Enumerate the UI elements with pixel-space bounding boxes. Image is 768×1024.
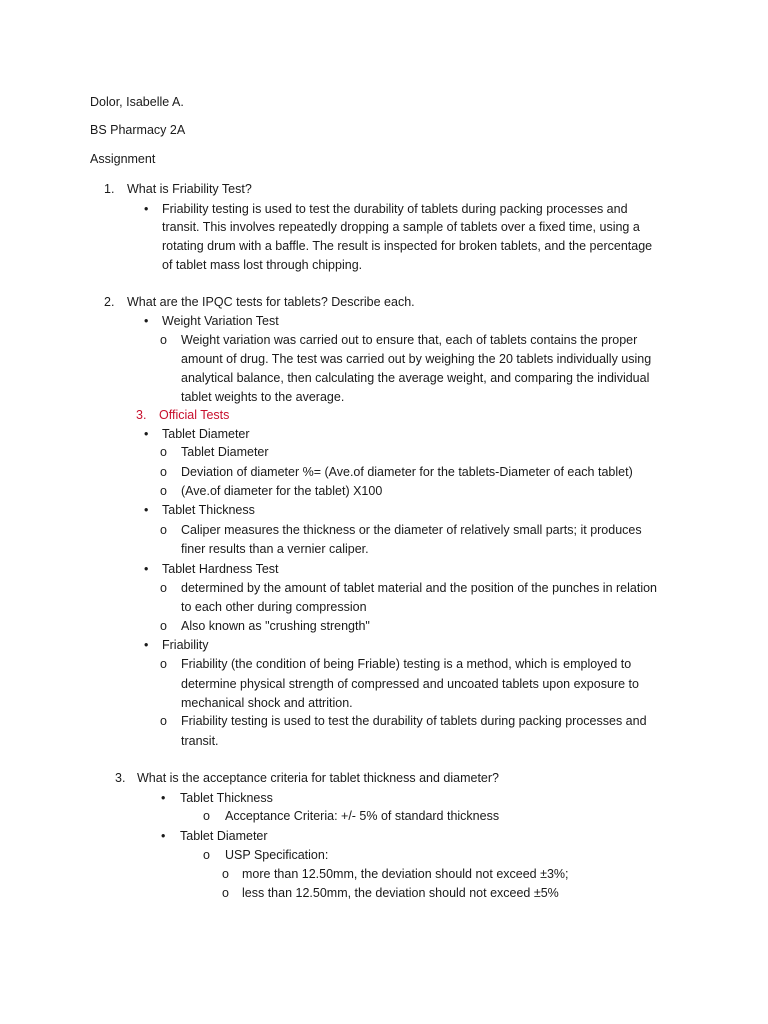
circle-marker: o (160, 657, 167, 671)
circle-marker: o (160, 484, 167, 498)
bullet-marker: • (144, 638, 149, 652)
q1-answer-line: Friability testing is used to test the durability of tablets during packing processes and (162, 202, 628, 216)
tablet-diameter-item: (Ave.of diameter for the tablet) X100 (181, 484, 383, 498)
official-tests-number: 3. (136, 408, 147, 422)
circle-marker: o (160, 333, 167, 347)
circle-marker: o (160, 465, 167, 479)
hardness-title: Tablet Hardness Test (162, 562, 279, 576)
bullet-marker: • (144, 314, 149, 328)
circle-marker: o (222, 867, 229, 881)
course-section: BS Pharmacy 2A (90, 123, 186, 137)
official-tests-heading: Official Tests (159, 408, 230, 422)
bullet-marker: • (161, 829, 166, 843)
document-title: Assignment (90, 152, 156, 166)
q1-number: 1. (104, 182, 115, 196)
bullet-marker: • (144, 562, 149, 576)
author-name: Dolor, Isabelle A. (90, 95, 184, 109)
circle-marker: o (160, 523, 167, 537)
weight-variation-title: Weight Variation Test (162, 314, 279, 328)
q2-question: What are the IPQC tests for tablets? Describe each. (127, 295, 415, 309)
q1-question: What is Friability Test? (127, 182, 252, 196)
circle-marker: o (203, 848, 210, 862)
q3-diameter-title: Tablet Diameter (180, 829, 268, 843)
tablet-thickness-title: Tablet Thickness (162, 503, 255, 517)
hardness-line: determined by the amount of tablet material and the position of the punches in relation (181, 581, 657, 595)
q3-usp-spec: USP Specification: (225, 848, 329, 862)
tablet-diameter-title: Tablet Diameter (162, 427, 250, 441)
q1-answer-line: rotating drum with a baffle. The result is inspected for broken tablets, and the percentage (162, 239, 653, 253)
q1-answer-line: of tablet mass lost through chipping. (162, 258, 363, 272)
tablet-diameter-item: Deviation of diameter %= (Ave.of diameter for the tablets-Diameter of each tablet) (181, 465, 633, 479)
friability-line: Friability testing is used to test the durability of tablets during packing processes and (181, 714, 647, 728)
weight-variation-line: amount of drug. The test was carried out by weighing the 20 tablets individually using (181, 352, 652, 366)
weight-variation-line: analytical balance, then calculating the average weight, and comparing the individual (181, 371, 650, 385)
bullet-marker: • (144, 202, 149, 216)
weight-variation-line: Weight variation was carried out to ensure that, each of tablets contains the proper (181, 333, 638, 347)
bullet-marker: • (144, 503, 149, 517)
friability-line: transit. (181, 734, 219, 748)
q3-number: 3. (115, 771, 126, 785)
bullet-marker: • (161, 791, 166, 805)
circle-marker: o (160, 445, 167, 459)
circle-marker: o (160, 619, 167, 633)
friability-line: determine physical strength of compressed and uncoated tablets upon exposure to (181, 677, 639, 691)
circle-marker: o (203, 809, 210, 823)
q3-thickness-criteria: Acceptance Criteria: +/- 5% of standard thickness (225, 809, 500, 823)
q3-thickness-title: Tablet Thickness (180, 791, 273, 805)
tablet-diameter-item: Tablet Diameter (181, 445, 269, 459)
q3-question: What is the acceptance criteria for tablet thickness and diameter? (137, 771, 499, 785)
weight-variation-line: tablet weights to the average. (181, 390, 345, 404)
q3-spec-item: more than 12.50mm, the deviation should not exceed ±3%; (242, 867, 569, 881)
hardness-line: to each other during compression (181, 600, 367, 614)
q1-answer-line: transit. This involves repeatedly dropping a sample of tablets over a fixed time, using a (162, 220, 640, 234)
tablet-thickness-line: Caliper measures the thickness or the diameter of relatively small parts; it produces (181, 523, 642, 537)
friability-title: Friability (162, 638, 209, 652)
circle-marker: o (160, 714, 167, 728)
tablet-thickness-line: finer results than a vernier caliper. (181, 542, 369, 556)
circle-marker: o (160, 581, 167, 595)
friability-line: Friability (the condition of being Friable) testing is a method, which is employed to (181, 657, 632, 671)
q2-number: 2. (104, 295, 115, 309)
hardness-line: Also known as "crushing strength" (181, 619, 370, 633)
q3-spec-item: less than 12.50mm, the deviation should not exceed ±5% (242, 886, 559, 900)
bullet-marker: • (144, 427, 149, 441)
friability-line: mechanical shock and attrition. (181, 696, 353, 710)
circle-marker: o (222, 886, 229, 900)
